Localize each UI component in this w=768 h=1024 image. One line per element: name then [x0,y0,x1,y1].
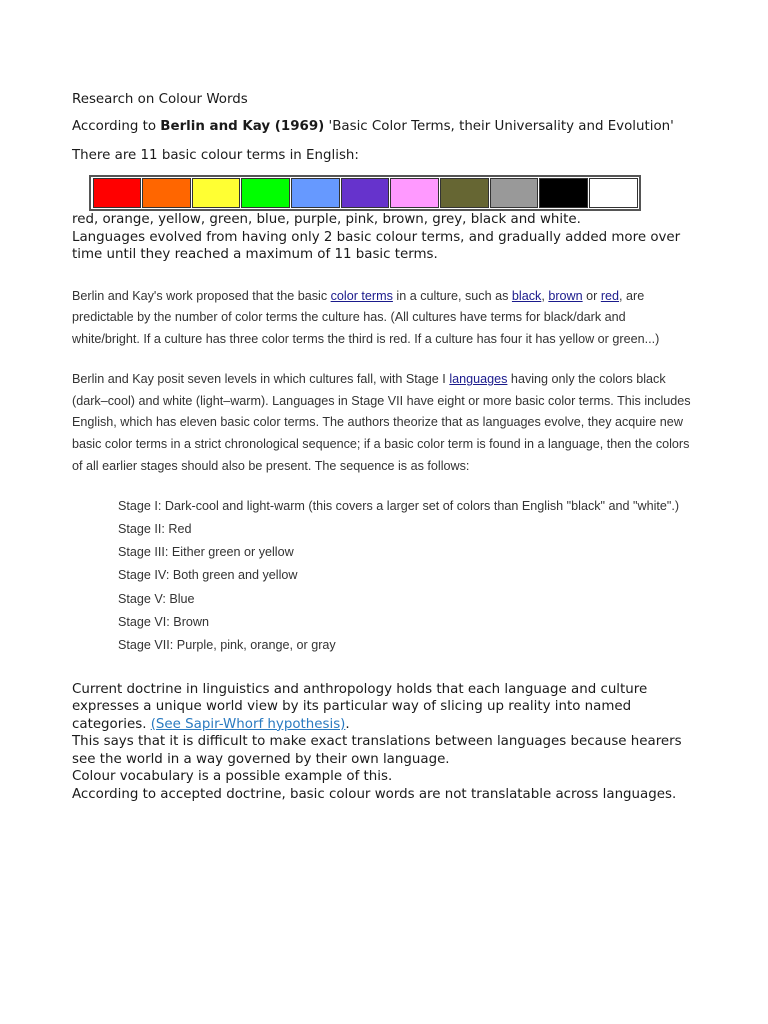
para1-text-5: , are predictable by the number of color terms the culture has. (All cultures have terms for black/dark and white/bright. If a culture has three color terms the third is red. If a culture has four it has yellow or green...) [72,288,660,347]
evolution-paragraph: Languages evolved from having only 2 basic colour terms, and gradually added more over time until they reached a maximum of 11 basic terms. [72,229,681,262]
berlin-kay-paragraph [72,286,692,351]
para1-text-1: Berlin and Kay's work proposed that the basic [72,288,331,303]
doctrine-text-1: Current doctrine in linguistics and anthropology holds that each language and culture expresses a unique world view by its particular way of slicing up reality into named categories. [72,681,648,732]
accepted-doctrine-line: According to accepted doctrine, basic colour words are not translatable across languages. [72,786,677,802]
stage-list [118,496,692,657]
link-black[interactable]: black [511,288,542,303]
stage-item: Stage VII: Purple, pink, orange, or gray [118,638,336,652]
swatch-red [93,178,142,208]
swatch-purple [341,178,390,208]
intro-suffix: 'Basic Color Terms, their Universality and Evolution' [324,119,674,134]
count-line: There are 11 basic colour terms in English: [72,147,359,163]
swatch-orange [142,178,191,208]
doctrine-text-2: . [345,716,350,732]
para1-text-3: , [541,288,549,303]
link-sapir-whorf[interactable]: (See Sapir-Whorf hypothesis) [150,716,346,732]
stage-item: Stage IV: Both green and yellow [118,568,298,583]
stages-intro-paragraph [72,369,692,478]
translation-line: This says that it is difficult to make exact translations between languages because hearers see the world in a way governed by their own language. [72,734,682,767]
para2-text-1: Berlin and Kay posit seven levels in which cultures fall, with Stage I [72,371,450,386]
intro-prefix: According to [72,119,161,134]
color-swatch-strip [89,175,641,211]
para1-text-4: or [582,288,601,303]
swatch-blue [291,178,340,208]
stage-item: Stage III: Either green or yellow [118,545,294,560]
intro-authors: Berlin and Kay (1969) [160,119,325,134]
color-list-line: red, orange, yellow, green, blue, purple, pink, brown, grey, black and white. [72,212,581,227]
swatch-yellow [192,178,241,208]
swatch-green [241,178,290,208]
vocabulary-line: Colour vocabulary is a possible example of this. [72,769,393,785]
swatch-black [539,178,588,208]
para2-text-2: having only the colors black (dark–cool) and white (light–warm). Languages in Stage VII have eight or more basic color terms. This includes English, which has eleven basic color terms. The authors theorize that as languages evolve, they acquire new basic color terms in a strict chronological sequence; if a basic color term is found in a language, then the colors of all earlier stages should also be present. The sequence is as follows: [72,371,691,474]
swatch-brown [440,178,489,208]
link-color-terms[interactable]: color terms [330,288,393,303]
intro-paragraph [72,118,692,136]
para1-text-2: in a culture, such as [392,288,512,303]
link-languages[interactable]: languages [449,371,508,386]
swatch-white [589,178,638,208]
document-page [72,92,692,803]
stage-item: Stage VI: Brown [118,614,210,629]
link-brown[interactable]: brown [548,288,583,303]
stage-item: Stage I: Dark-cool and light-warm (this covers a larger set of colors than English "black" and "white".) [118,498,680,513]
page-title: Research on Colour Words [72,92,248,107]
doctrine-paragraph [72,681,692,734]
stage-item: Stage II: Red [118,522,192,537]
link-red[interactable]: red [600,288,620,303]
stage-item: Stage V: Blue [118,591,195,606]
swatch-pink [390,178,439,208]
swatch-grey [490,178,539,208]
